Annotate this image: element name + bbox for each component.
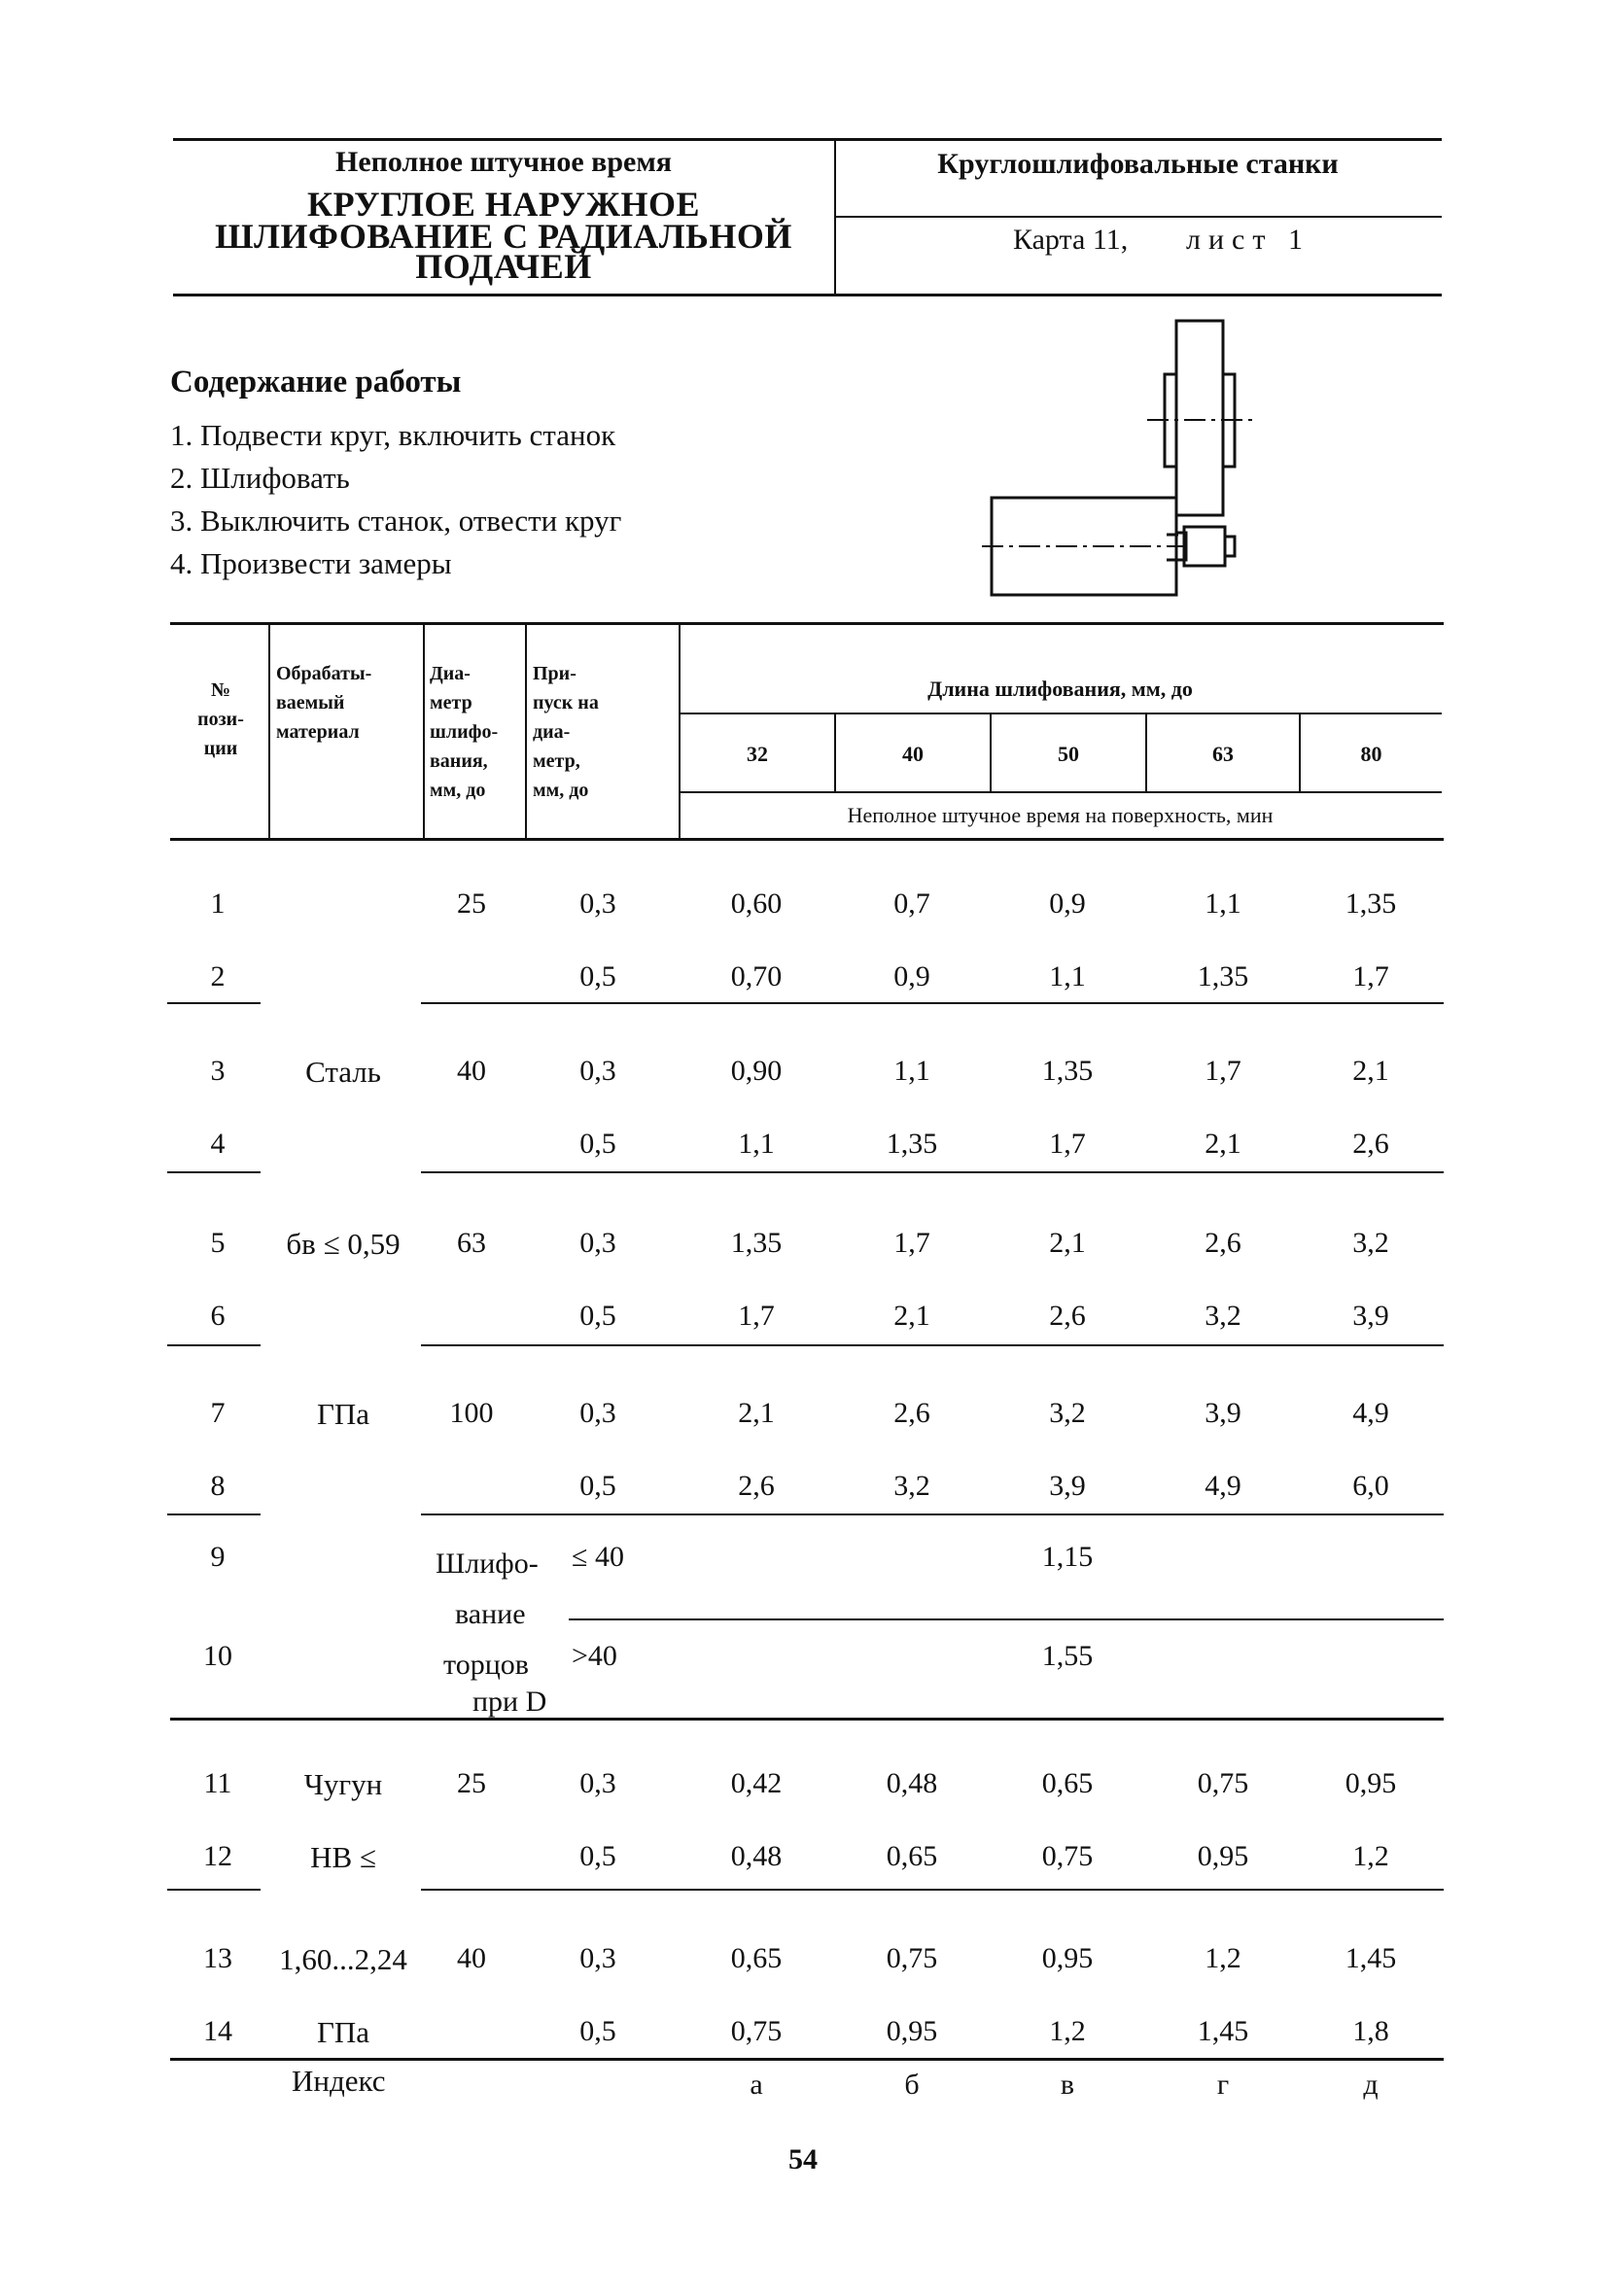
time-value-cell: 1,7 — [738, 1300, 775, 1332]
time-value-cell: 2,6 — [738, 1470, 775, 1502]
material-iron-unit: ГПа — [316, 2015, 370, 2049]
index-g: г — [1216, 2069, 1230, 2101]
time-value-cell: 2,1 — [738, 1397, 775, 1429]
allowance-cell: 0,5 — [579, 1470, 616, 1502]
allowance-cell: 0,5 — [579, 1840, 616, 1872]
pos-12: 12 — [203, 1840, 232, 1872]
time-value-cell: 0,75 — [730, 2015, 783, 2047]
time-value-cell: 0,65 — [886, 1840, 938, 1872]
time-value-cell: 1,35 — [886, 1128, 938, 1160]
hdr-pos-1: № — [210, 679, 231, 701]
hdr-pos-3: ции — [203, 738, 238, 759]
material-steel-unit: ГПа — [316, 1397, 370, 1431]
time-value-cell: 0,75 — [1197, 1767, 1249, 1799]
time-value-cell: 1,2 — [1049, 2015, 1086, 2047]
time-value-cell: 3,2 — [1049, 1397, 1086, 1429]
time-value-cell: 0,48 — [886, 1767, 938, 1799]
pos-2: 2 — [210, 960, 226, 992]
time-value-cell: 1,1 — [738, 1128, 775, 1160]
time-value-cell: 4,9 — [1205, 1470, 1241, 1502]
hdr-time-note: Неполное штучное время на поверхность, мин — [847, 803, 1274, 827]
work-step-3: 3. Выключить станок, отвести круг — [170, 504, 622, 538]
time-value-cell: 0,60 — [730, 887, 783, 920]
page-number: 54 — [788, 2143, 818, 2175]
pos-14: 14 — [203, 2015, 232, 2047]
allowance-cell: 0,5 — [579, 960, 616, 992]
grinding-schematic — [972, 311, 1283, 603]
header-title-line-2: ШЛИФОВАНИЕ С РАДИАЛЬНОЙ — [215, 217, 792, 256]
allowance-cell: 0,3 — [579, 887, 616, 920]
pos-1: 1 — [210, 887, 226, 920]
hdr-dia-3: шлифо- — [430, 721, 499, 743]
time-value-cell: 0,65 — [730, 1942, 783, 1974]
machine-type: Круглошлифовальные станки — [937, 148, 1339, 180]
face-value-gt40: 1,55 — [1041, 1640, 1094, 1672]
time-value-cell: 3,9 — [1049, 1470, 1086, 1502]
time-value-cell: 0,70 — [730, 960, 783, 992]
face-label-3: торцов — [443, 1649, 529, 1681]
allowance-cell: 0,5 — [579, 2015, 616, 2047]
hdr-dia-4: вания, — [430, 750, 488, 772]
time-value-cell: 1,7 — [893, 1227, 930, 1259]
time-value-cell: 1,35 — [730, 1227, 783, 1259]
time-value-cell: 0,48 — [730, 1840, 783, 1872]
hdr-length-32: 32 — [747, 742, 768, 766]
pos-13: 13 — [203, 1942, 232, 1974]
work-title: Содержание работы — [170, 365, 462, 400]
time-value-cell: 0,75 — [1041, 1840, 1094, 1872]
time-value-cell: 1,1 — [893, 1055, 930, 1087]
time-value-cell: 2,6 — [1049, 1300, 1086, 1332]
time-value-cell: 4,9 — [1352, 1397, 1389, 1429]
time-value-cell: 0,42 — [730, 1767, 783, 1799]
hdr-allow-1: При- — [533, 663, 576, 684]
allowance-cell: 0,3 — [579, 1055, 616, 1087]
pos-5: 5 — [210, 1227, 226, 1259]
pos-7: 7 — [210, 1397, 226, 1429]
time-value-cell: 2,1 — [1352, 1055, 1389, 1087]
header-subtitle: Неполное штучное время — [334, 146, 673, 178]
face-label-1: Шлифо- — [436, 1548, 539, 1580]
hdr-length-group: Длина шлифования, мм, до — [927, 677, 1193, 701]
time-value-cell: 0,9 — [893, 960, 930, 992]
diameter-cell: 40 — [457, 1055, 486, 1087]
card-number: Карта 11, — [1013, 224, 1129, 256]
work-step-2: 2. Шлифовать — [170, 461, 350, 495]
time-value-cell: 1,7 — [1352, 960, 1389, 992]
hdr-allow-4: метр, — [533, 750, 580, 772]
time-value-cell: 3,2 — [1352, 1227, 1389, 1259]
face-label-2: вание — [455, 1598, 526, 1630]
material-iron: Чугун — [303, 1767, 383, 1801]
sheet-number: лист 1 — [1186, 224, 1310, 256]
time-value-cell: 1,35 — [1197, 960, 1249, 992]
material-steel: Сталь — [305, 1055, 381, 1089]
index-b: б — [904, 2069, 920, 2101]
face-label-4: при D — [472, 1686, 547, 1718]
diameter-cell: 63 — [457, 1227, 486, 1259]
material-steel-strength: бв ≤ 0,59 — [286, 1227, 401, 1261]
hdr-dia-1: Диа- — [430, 663, 471, 684]
pos-8: 8 — [210, 1470, 226, 1502]
work-step-4: 4. Произвести замеры — [170, 546, 452, 580]
allowance-cell: 0,3 — [579, 1942, 616, 1974]
time-value-cell: 0,95 — [1345, 1767, 1397, 1799]
time-value-cell: 0,75 — [886, 1942, 938, 1974]
time-value-cell: 0,95 — [1041, 1942, 1094, 1974]
diameter-cell: 25 — [457, 887, 486, 920]
hdr-length-40: 40 — [902, 742, 924, 766]
time-value-cell: 2,1 — [1049, 1227, 1086, 1259]
face-cond-le40: ≤ 40 — [572, 1541, 624, 1573]
hdr-allow-5: мм, до — [533, 780, 589, 801]
time-value-cell: 2,6 — [1352, 1128, 1389, 1160]
time-value-cell: 1,8 — [1352, 2015, 1389, 2047]
header-title-line-3: ПОДАЧЕЙ — [415, 247, 592, 286]
hdr-material-2: ваемый — [276, 692, 345, 713]
hdr-dia-5: мм, до — [430, 780, 486, 801]
time-value-cell: 6,0 — [1352, 1470, 1389, 1502]
time-value-cell: 1,2 — [1205, 1942, 1241, 1974]
face-value-le40: 1,15 — [1041, 1541, 1094, 1573]
allowance-cell: 0,3 — [579, 1767, 616, 1799]
hdr-length-80: 80 — [1360, 742, 1382, 766]
pos-4: 4 — [210, 1128, 226, 1160]
header-title-line-1: КРУГЛОЕ НАРУЖНОЕ — [306, 185, 701, 224]
hdr-length-50: 50 — [1058, 742, 1079, 766]
time-value-cell: 2,6 — [1205, 1227, 1241, 1259]
face-cond-gt40: >40 — [572, 1640, 617, 1672]
allowance-cell: 0,3 — [579, 1227, 616, 1259]
time-value-cell: 0,7 — [893, 887, 930, 920]
material-iron-hb: НВ ≤ — [310, 1840, 376, 1874]
time-value-cell: 1,7 — [1049, 1128, 1086, 1160]
hdr-length-63: 63 — [1212, 742, 1234, 766]
index-d: д — [1363, 2069, 1379, 2101]
time-value-cell: 0,95 — [1197, 1840, 1249, 1872]
hdr-pos-2: пози- — [197, 709, 244, 730]
work-step-1: 1. Подвести круг, включить станок — [170, 418, 616, 452]
time-value-cell: 3,9 — [1205, 1397, 1241, 1429]
time-value-cell: 1,1 — [1049, 960, 1086, 992]
material-iron-range: 1,60...2,24 — [279, 1942, 407, 1976]
pos-10: 10 — [203, 1640, 232, 1672]
hdr-dia-2: метр — [430, 692, 472, 713]
hdr-allow-2: пуск на — [533, 692, 599, 713]
time-value-cell: 0,65 — [1041, 1767, 1094, 1799]
time-value-cell: 1,7 — [1205, 1055, 1241, 1087]
index-a: а — [750, 2069, 763, 2101]
diameter-cell: 40 — [457, 1942, 486, 1974]
allowance-cell: 0,3 — [579, 1397, 616, 1429]
time-value-cell: 0,90 — [730, 1055, 783, 1087]
time-value-cell: 1,2 — [1352, 1840, 1389, 1872]
time-value-cell: 0,9 — [1049, 887, 1086, 920]
time-value-cell: 1,45 — [1197, 2015, 1249, 2047]
pos-11: 11 — [203, 1767, 232, 1799]
hdr-material-1: Обрабаты- — [276, 663, 372, 684]
index-label: Индекс — [292, 2064, 386, 2098]
hdr-material-3: материал — [276, 721, 360, 743]
time-value-cell: 1,1 — [1205, 887, 1241, 920]
time-value-cell: 2,6 — [893, 1397, 930, 1429]
diameter-cell: 25 — [457, 1767, 486, 1799]
hdr-allow-3: диа- — [533, 721, 571, 743]
diameter-cell: 100 — [449, 1397, 494, 1429]
pos-6: 6 — [210, 1300, 226, 1332]
allowance-cell: 0,5 — [579, 1128, 616, 1160]
pos-9: 9 — [210, 1541, 226, 1573]
time-value-cell: 1,35 — [1041, 1055, 1094, 1087]
time-value-cell: 2,1 — [1205, 1128, 1241, 1160]
index-v: в — [1060, 2069, 1075, 2101]
time-value-cell: 3,9 — [1352, 1300, 1389, 1332]
time-value-cell: 3,2 — [893, 1470, 930, 1502]
time-value-cell: 1,45 — [1345, 1942, 1397, 1974]
time-value-cell: 1,35 — [1345, 887, 1397, 920]
allowance-cell: 0,5 — [579, 1300, 616, 1332]
time-value-cell: 0,95 — [886, 2015, 938, 2047]
time-value-cell: 2,1 — [893, 1300, 930, 1332]
time-value-cell: 3,2 — [1205, 1300, 1241, 1332]
pos-3: 3 — [210, 1055, 226, 1087]
